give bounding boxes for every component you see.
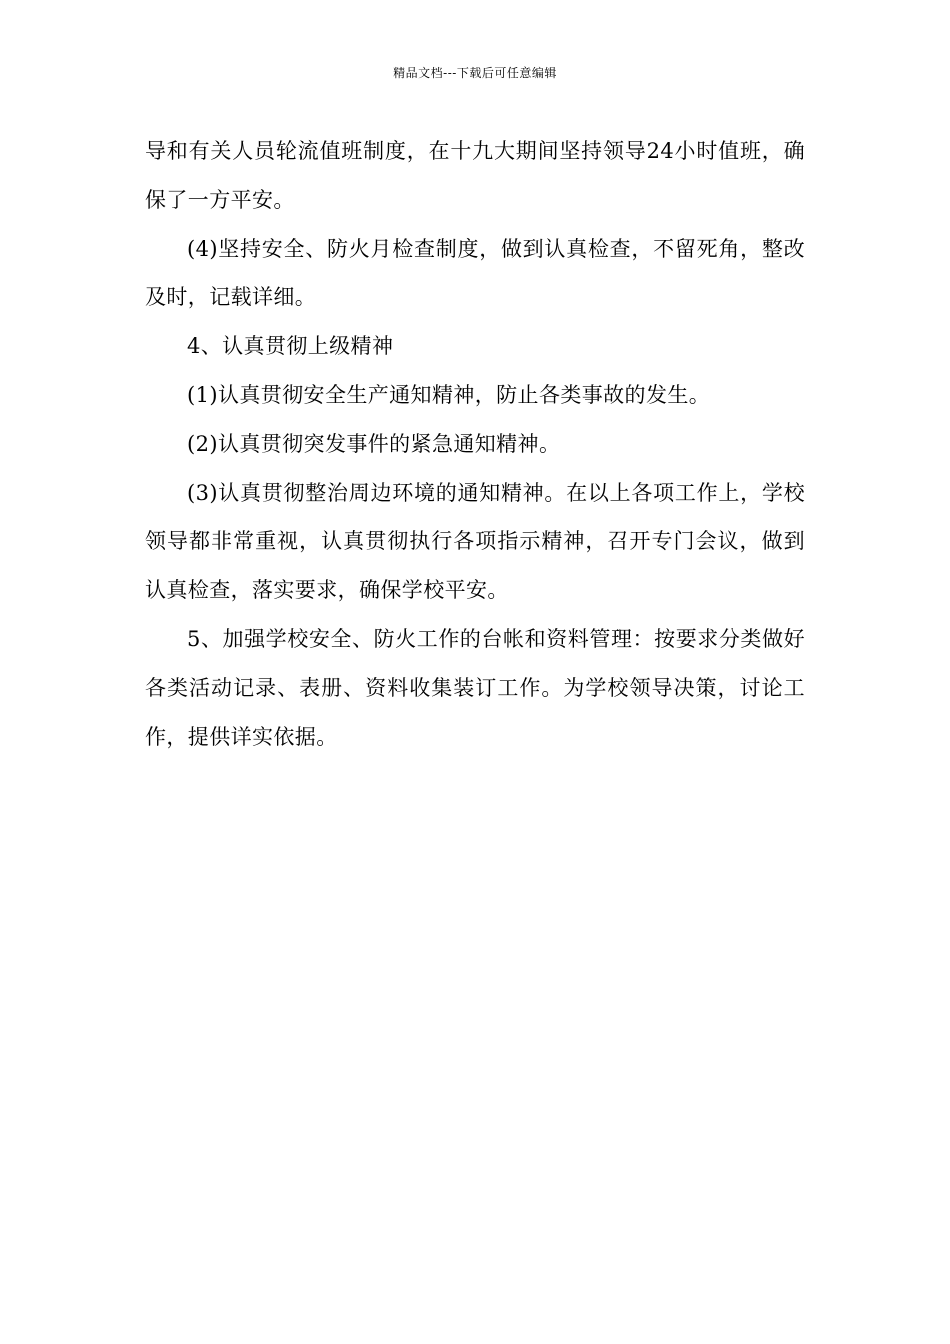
paragraph-subitem-2: (2)认真贯彻突发事件的紧急通知精神。: [187, 431, 561, 456]
paragraph-item-4: (4)坚持安全、防火月检查制度，做到认真检查，不留死角，整改及时，记载详细。: [145, 236, 805, 310]
paragraph-item-5: 5、加强学校安全、防火工作的台帐和资料管理：按要求分类做好各类活动记录、表册、资料收集装订工作。为学校领导决策，讨论工作，提供详实依据。: [145, 626, 805, 749]
section-heading-4: 4、认真贯彻上级精神: [187, 334, 394, 359]
paragraph-subitem-3: (3)认真贯彻整治周边环境的通知精神。在以上各项工作上，学校领导都非常重视，认真贯彻执行各项指示精神，召开专门会议，做到认真检查，落实要求，确保学校平安。: [145, 480, 805, 603]
paragraph-continuation: 导和有关人员轮流值班制度，在十九大期间坚持领导24小时值班，确保了一方平安。: [145, 139, 805, 212]
document-body: [145, 127, 805, 761]
paragraph-subitem-1: (1)认真贯彻安全生产通知精神，防止各类事故的发生。: [187, 382, 711, 407]
page-header: 精品文档---下载后可任意编辑: [393, 66, 557, 80]
